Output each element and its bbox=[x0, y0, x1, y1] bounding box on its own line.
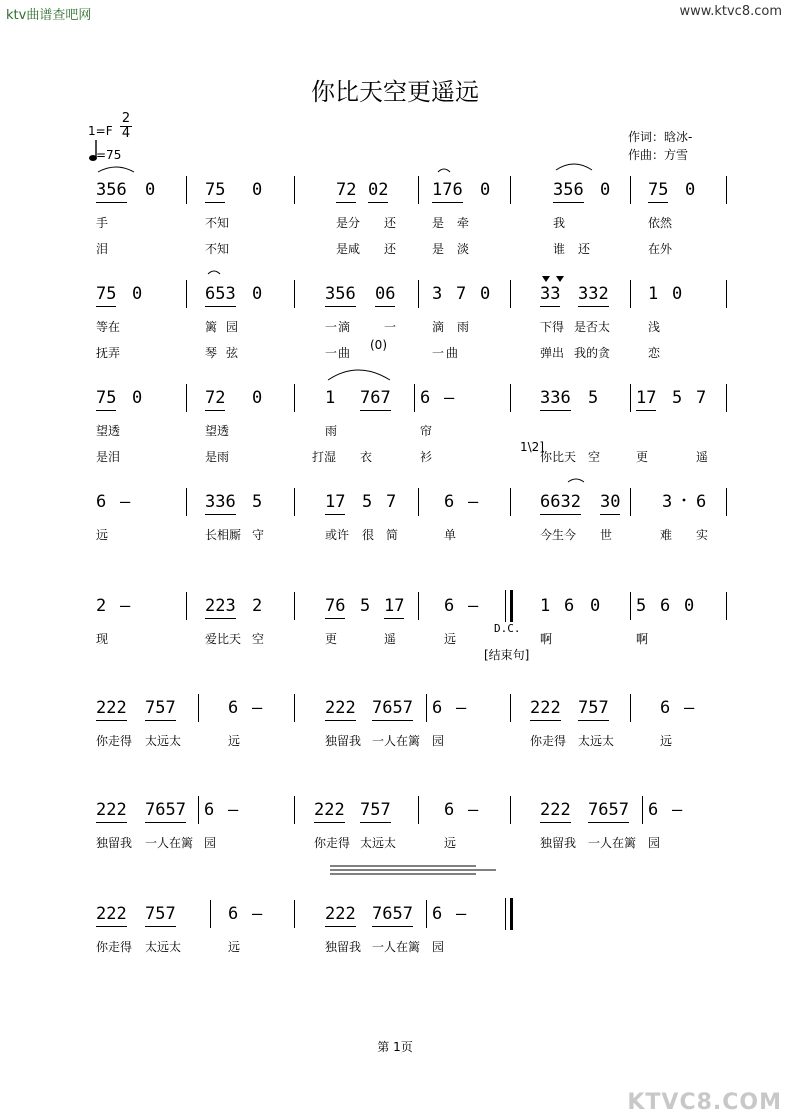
lyric-text: 简 bbox=[386, 528, 399, 542]
lyric-text: 远 bbox=[228, 940, 241, 954]
note-group: 7657 bbox=[145, 800, 186, 820]
lyric-text: 望透 bbox=[96, 424, 121, 438]
note-group: 0 bbox=[132, 388, 143, 408]
lyric-text: 更 bbox=[325, 632, 338, 646]
lyric-text: 等在 bbox=[96, 320, 121, 334]
note-group: 33 bbox=[540, 284, 561, 304]
lyric-text: 是 bbox=[432, 216, 445, 230]
note-group: 222 bbox=[325, 698, 356, 718]
note-group: 176 bbox=[432, 180, 463, 200]
tempo-marking: =75 bbox=[96, 148, 122, 162]
note-group: 6 bbox=[660, 596, 671, 616]
lyric-text: 望透 bbox=[205, 424, 230, 438]
lyric-text: 泪 bbox=[96, 242, 109, 256]
lyric-text: 空 bbox=[252, 632, 265, 646]
note-group: 7657 bbox=[372, 904, 413, 924]
note-group: 336 bbox=[540, 388, 571, 408]
note-group: 757 bbox=[145, 698, 176, 718]
lyric-text: 很 bbox=[362, 528, 375, 542]
note-group: 222 bbox=[96, 800, 127, 820]
note-group: 6 bbox=[228, 904, 239, 924]
lyric-text: 远 bbox=[660, 734, 673, 748]
lyric-text: 你走得 bbox=[96, 940, 133, 954]
lyric-text: 滴 bbox=[338, 320, 351, 334]
note-group: — bbox=[456, 904, 467, 924]
lyric-text: 抚弄 bbox=[96, 346, 121, 360]
note-group: 6 bbox=[96, 492, 107, 512]
note-group: 72 bbox=[205, 388, 226, 408]
note-group: 7657 bbox=[588, 800, 629, 820]
lyric-text: 打湿 bbox=[312, 450, 337, 464]
note-group: 6 bbox=[204, 800, 215, 820]
note-group: 5 bbox=[362, 492, 373, 512]
lyric-text: 一 bbox=[325, 320, 338, 334]
note-group: 75 bbox=[205, 180, 226, 200]
note-group: — bbox=[120, 492, 131, 512]
note-group: 5 bbox=[252, 492, 263, 512]
note-group: 02 bbox=[368, 180, 389, 200]
note-group: 356 bbox=[325, 284, 356, 304]
note-group: 356 bbox=[96, 180, 127, 200]
note-group: 223 bbox=[205, 596, 236, 616]
lyric-text: 一 bbox=[325, 346, 338, 360]
note-group: 6 bbox=[648, 800, 659, 820]
lyric-text: 在外 bbox=[648, 242, 673, 256]
lyric-text: 是分 bbox=[336, 216, 361, 230]
lyric-text: 独留我 bbox=[96, 836, 133, 850]
note-group: 5 bbox=[588, 388, 599, 408]
note-group: 7657 bbox=[372, 698, 413, 718]
lyric-text: 独留我 bbox=[325, 940, 362, 954]
lyric-text: 弹出 bbox=[540, 346, 565, 360]
lyric-text: 远 bbox=[444, 632, 457, 646]
page-number: 第 1页 bbox=[377, 1040, 413, 1054]
note-group: — bbox=[456, 698, 467, 718]
lyric-text: 一 bbox=[384, 320, 397, 334]
lyric-text: 太远太 bbox=[360, 836, 397, 850]
note-group: 0 bbox=[480, 284, 491, 304]
note-group: 6 bbox=[432, 904, 443, 924]
slur bbox=[568, 479, 584, 482]
note-group: — bbox=[252, 904, 263, 924]
note-group: 3 bbox=[662, 492, 673, 512]
accent-mark bbox=[556, 276, 564, 282]
lyric-text: 你走得 bbox=[314, 836, 351, 850]
note-group: 72 bbox=[336, 180, 357, 200]
lyric-text: 遥 bbox=[384, 632, 397, 646]
note-group: — bbox=[444, 388, 455, 408]
note-group: 0 bbox=[252, 284, 263, 304]
lyric-text: 牵 bbox=[457, 216, 470, 230]
lyric-text: 太远太 bbox=[145, 734, 182, 748]
note-group: 757 bbox=[145, 904, 176, 924]
site-url: www.ktvc8.com bbox=[679, 4, 782, 19]
song-title: 你比天空更遥远 bbox=[311, 78, 479, 106]
site-logo: KTVC8.COM bbox=[627, 1090, 782, 1115]
time-signature: 2 4 bbox=[121, 111, 131, 141]
note-group: 6 bbox=[420, 388, 431, 408]
lyric-text: 园 bbox=[226, 320, 239, 334]
lyric-text: 衫 bbox=[420, 450, 433, 464]
lyric-text: 现 bbox=[96, 632, 109, 646]
lyric-text: 你走得 bbox=[530, 734, 567, 748]
lyric-text: 还 bbox=[384, 216, 397, 230]
ending-mark: [结束句] bbox=[484, 648, 530, 662]
lyric-text: 一 bbox=[432, 346, 445, 360]
note-group: 0 bbox=[590, 596, 601, 616]
lyric-text: 你走得 bbox=[96, 734, 133, 748]
lyric-text: 你比天 bbox=[540, 450, 577, 464]
lyric-text: 空 bbox=[588, 450, 601, 464]
lyric-text: 园 bbox=[432, 940, 445, 954]
note-group: 5 bbox=[636, 596, 647, 616]
lyric-text: 不知 bbox=[205, 216, 230, 230]
note-group: — bbox=[228, 800, 239, 820]
verse-mark: 1\2] bbox=[520, 440, 544, 454]
lyric-text: 太远太 bbox=[145, 940, 182, 954]
note-group: 222 bbox=[314, 800, 345, 820]
note-group: 767 bbox=[360, 388, 391, 408]
note-group: 356 bbox=[553, 180, 584, 200]
lyric-text: 远 bbox=[96, 528, 109, 542]
note-group: 1 bbox=[325, 388, 336, 408]
lyric-text: 远 bbox=[444, 836, 457, 850]
lyric-text: 浅 bbox=[648, 320, 661, 334]
note-group: 7 bbox=[386, 492, 397, 512]
lyric-text: 是泪 bbox=[96, 450, 121, 464]
note-group: 17 bbox=[325, 492, 346, 512]
note-group: 222 bbox=[96, 698, 127, 718]
note-group: 222 bbox=[540, 800, 571, 820]
note-group: 757 bbox=[578, 698, 609, 718]
lyric-text: 爱比天 bbox=[205, 632, 242, 646]
note-group: 2 bbox=[252, 596, 263, 616]
lyric-text: 是 bbox=[432, 242, 445, 256]
lyric-text: 世 bbox=[600, 528, 613, 542]
lyric-text: 谁 bbox=[553, 242, 566, 256]
lyric-text: 雨 bbox=[325, 424, 338, 438]
note-group: 3 bbox=[432, 284, 443, 304]
note-group: 0 bbox=[145, 180, 156, 200]
lyric-text: 一人在篱 bbox=[372, 940, 421, 954]
augmentation-dot bbox=[683, 499, 686, 502]
note-group: — bbox=[252, 698, 263, 718]
note-group: 0 bbox=[600, 180, 611, 200]
lyric-text: 更 bbox=[636, 450, 649, 464]
note-group: 75 bbox=[96, 388, 117, 408]
lyric-text: 独留我 bbox=[540, 836, 577, 850]
lyric-text: 园 bbox=[432, 734, 445, 748]
note-group: 5 bbox=[672, 388, 683, 408]
lyric-text: 实 bbox=[696, 528, 709, 542]
note-group: 1 bbox=[648, 284, 659, 304]
lyricist-credit: 作词：晗冰- bbox=[628, 130, 693, 144]
lyric-text: 曲 bbox=[446, 346, 459, 360]
note-group: 1 bbox=[540, 596, 551, 616]
lyric-text: 滴 bbox=[432, 320, 445, 334]
note-group: 75 bbox=[96, 284, 117, 304]
lyric-text: 依然 bbox=[648, 216, 673, 230]
lyric-text: 园 bbox=[648, 836, 661, 850]
lyric-text: 难 bbox=[660, 528, 673, 542]
lyric-text: 独留我 bbox=[325, 734, 362, 748]
dc-mark: D.C. bbox=[494, 622, 521, 635]
lyric-text: 或许 bbox=[325, 528, 350, 542]
lyric-text: 篱 bbox=[205, 320, 218, 334]
lyric-text: 还 bbox=[578, 242, 591, 256]
note-group: 7 bbox=[696, 388, 707, 408]
note-group: 6 bbox=[696, 492, 707, 512]
note-group: — bbox=[468, 596, 479, 616]
slur bbox=[556, 164, 592, 170]
lyric-text: 太远太 bbox=[578, 734, 615, 748]
note-group: 222 bbox=[530, 698, 561, 718]
note-group: 6 bbox=[660, 698, 671, 718]
lyric-text: 一人在篱 bbox=[588, 836, 637, 850]
note-group: 75 bbox=[648, 180, 669, 200]
lyric-text: 雨 bbox=[457, 320, 470, 334]
lyric-text: 园 bbox=[204, 836, 217, 850]
lyric-text: 是否太 bbox=[574, 320, 611, 334]
lyric-text: 守 bbox=[252, 528, 265, 542]
note-group: 6 bbox=[564, 596, 575, 616]
slur bbox=[208, 271, 220, 274]
slur bbox=[328, 370, 390, 380]
note-group: — bbox=[672, 800, 683, 820]
slur bbox=[438, 169, 450, 172]
lyric-text: 恋 bbox=[648, 346, 661, 360]
lyric-text: 手 bbox=[96, 216, 109, 230]
note-group: 0 bbox=[252, 388, 263, 408]
note-group: 6 bbox=[432, 698, 443, 718]
lyric-text: 曲 bbox=[338, 346, 351, 360]
note-group: 2 bbox=[96, 596, 107, 616]
lyric-text: 帘 bbox=[420, 424, 433, 438]
note-group: 30 bbox=[600, 492, 621, 512]
note-group: 0 bbox=[480, 180, 491, 200]
note-group: 0 bbox=[132, 284, 143, 304]
note-group: 0 bbox=[684, 596, 695, 616]
composer-credit: 作曲：方雪 bbox=[628, 148, 689, 162]
note-group: 757 bbox=[360, 800, 391, 820]
note-group: 17 bbox=[384, 596, 405, 616]
lyric-text: 不知 bbox=[205, 242, 230, 256]
lyric-text: 我 bbox=[553, 216, 566, 230]
lyric-text: 一人在篱 bbox=[372, 734, 421, 748]
note-group: 0 bbox=[252, 180, 263, 200]
note-group: 222 bbox=[96, 904, 127, 924]
note-group: 6 bbox=[444, 492, 455, 512]
note-group: 7 bbox=[456, 284, 467, 304]
lyric-text: 遥 bbox=[696, 450, 709, 464]
note-group: 0 bbox=[672, 284, 683, 304]
lyric-text: 弦 bbox=[226, 346, 239, 360]
key-signature: 1=F bbox=[88, 124, 113, 138]
note-group: 6 bbox=[444, 800, 455, 820]
note-group: 6632 bbox=[540, 492, 581, 512]
note-group: 5 bbox=[360, 596, 371, 616]
note-group: 76 bbox=[325, 596, 346, 616]
lyric-text: 长相厮 bbox=[205, 528, 242, 542]
site-name: ktv曲谱查吧网 bbox=[6, 8, 92, 23]
lyric-text: 琴 bbox=[205, 346, 218, 360]
lyric-text: 远 bbox=[228, 734, 241, 748]
lyric-text: 衣 bbox=[360, 450, 373, 464]
lyric-text: 是雨 bbox=[205, 450, 230, 464]
lyric-text: 单 bbox=[444, 528, 457, 542]
note-group: 17 bbox=[636, 388, 657, 408]
lyric-text: 还 bbox=[384, 242, 397, 256]
accent-mark bbox=[542, 276, 550, 282]
lyric-text: 淡 bbox=[457, 242, 470, 256]
note-group: — bbox=[684, 698, 695, 718]
lyric-text: 啊 bbox=[540, 632, 553, 646]
note-group: 653 bbox=[205, 284, 236, 304]
note-group: 6 bbox=[228, 698, 239, 718]
note-group: 332 bbox=[578, 284, 609, 304]
lyric-text: 一人在篱 bbox=[145, 836, 194, 850]
lyric-text: 啊 bbox=[636, 632, 649, 646]
note-group: — bbox=[468, 492, 479, 512]
note-group: — bbox=[468, 800, 479, 820]
note-group: 6 bbox=[444, 596, 455, 616]
note-group: 0 bbox=[685, 180, 696, 200]
repeat-mark: (0) bbox=[370, 338, 387, 352]
lyric-text: 下得 bbox=[540, 320, 565, 334]
lyric-text: 是咸 bbox=[336, 242, 361, 256]
slur bbox=[98, 167, 134, 172]
note-group: — bbox=[120, 596, 131, 616]
lyric-text: 今生今 bbox=[540, 528, 577, 542]
lyric-text: 我的贪 bbox=[574, 346, 611, 360]
note-group: 06 bbox=[375, 284, 396, 304]
note-group: 222 bbox=[325, 904, 356, 924]
note-group: 336 bbox=[205, 492, 236, 512]
